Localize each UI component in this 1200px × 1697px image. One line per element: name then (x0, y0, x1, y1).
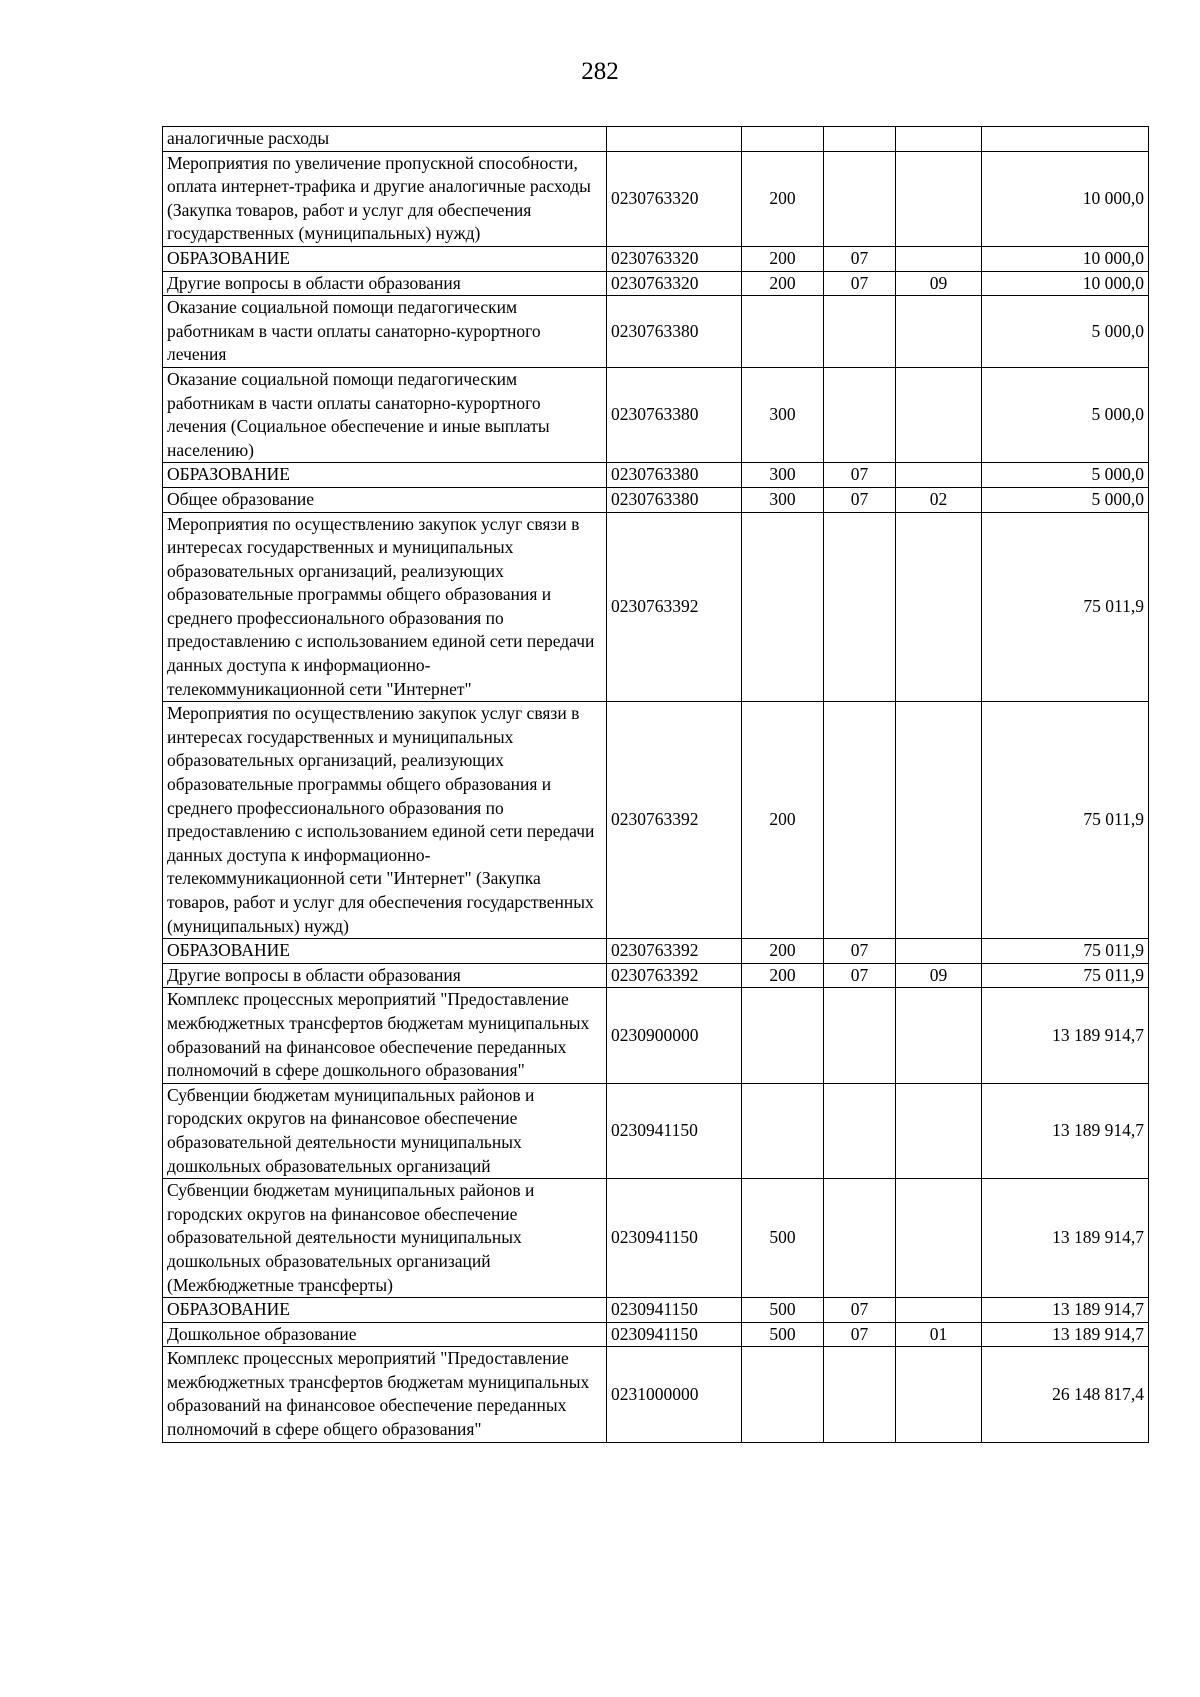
row-code-cell: 0230941150 (607, 1298, 742, 1323)
row-code-cell: 0230763392 (607, 702, 742, 939)
row-amount-cell: 5 000,0 (982, 296, 1149, 368)
table-row (163, 487, 1149, 512)
row-section-cell: 07 (824, 963, 896, 988)
row-subsection-cell (896, 988, 982, 1083)
row-amount-cell: 10 000,0 (982, 246, 1149, 271)
row-section-cell: 07 (824, 246, 896, 271)
row-name-cell: Другие вопросы в области образования (163, 271, 607, 296)
row-code-cell: 0230763320 (607, 271, 742, 296)
row-expense-type-cell (742, 512, 824, 702)
row-amount-cell: 13 189 914,7 (982, 1298, 1149, 1323)
budget-table-body (163, 127, 1149, 1443)
table-row (163, 939, 1149, 964)
row-expense-type-cell (742, 127, 824, 152)
row-subsection-cell (896, 1083, 982, 1178)
budget-table (162, 126, 1149, 1443)
row-section-cell (824, 1347, 896, 1442)
row-expense-type-cell: 300 (742, 487, 824, 512)
row-name-cell: Другие вопросы в области образования (163, 963, 607, 988)
row-amount-cell: 13 189 914,7 (982, 1179, 1149, 1298)
row-name-cell: ОБРАЗОВАНИЕ (163, 246, 607, 271)
row-subsection-cell (896, 1179, 982, 1298)
row-code-cell: 0230763380 (607, 296, 742, 368)
row-subsection-cell (896, 512, 982, 702)
row-section-cell (824, 127, 896, 152)
row-expense-type-cell: 200 (742, 246, 824, 271)
row-expense-type-cell: 300 (742, 463, 824, 488)
row-section-cell (824, 512, 896, 702)
row-section-cell (824, 151, 896, 246)
row-subsection-cell: 02 (896, 487, 982, 512)
row-code-cell: 0230763380 (607, 367, 742, 462)
row-expense-type-cell (742, 296, 824, 368)
row-code-cell: 0230941150 (607, 1179, 742, 1298)
row-section-cell (824, 367, 896, 462)
row-subsection-cell (896, 246, 982, 271)
row-amount-cell (982, 127, 1149, 152)
row-expense-type-cell: 200 (742, 939, 824, 964)
row-expense-type-cell: 300 (742, 367, 824, 462)
row-name-cell: аналогичные расходы (163, 127, 607, 152)
row-expense-type-cell: 500 (742, 1179, 824, 1298)
row-code-cell: 0231000000 (607, 1347, 742, 1442)
row-amount-cell: 5 000,0 (982, 367, 1149, 462)
table-row (163, 246, 1149, 271)
row-name-cell: Субвенции бюджетам муниципальных районов и городских округов на финансовое обеспечение образовательной деятельности муниципальных дошкольных образовательных организаций (Межбюджетные трансферты) (163, 1179, 607, 1298)
row-expense-type-cell: 500 (742, 1298, 824, 1323)
row-amount-cell: 10 000,0 (982, 151, 1149, 246)
row-subsection-cell: 01 (896, 1322, 982, 1347)
row-expense-type-cell (742, 1083, 824, 1178)
row-name-cell: Комплекс процессных мероприятий "Предоставление межбюджетных трансфертов бюджетам муниципальных образований на финансовое обеспечение переданных полномочий в сфере общего образования" (163, 1347, 607, 1442)
table-row (163, 1298, 1149, 1323)
row-subsection-cell (896, 367, 982, 462)
row-section-cell: 07 (824, 1298, 896, 1323)
row-name-cell: Оказание социальной помощи педагогическим работникам в части оплаты санаторно-курортного лечения (163, 296, 607, 368)
row-amount-cell: 75 011,9 (982, 512, 1149, 702)
row-expense-type-cell: 200 (742, 963, 824, 988)
table-row (163, 1179, 1149, 1298)
row-name-cell: ОБРАЗОВАНИЕ (163, 463, 607, 488)
row-amount-cell: 5 000,0 (982, 487, 1149, 512)
row-expense-type-cell: 500 (742, 1322, 824, 1347)
row-code-cell: 0230763392 (607, 963, 742, 988)
row-name-cell: Оказание социальной помощи педагогическим работникам в части оплаты санаторно-курортного лечения (Социальное обеспечение и иные выплаты населению) (163, 367, 607, 462)
row-amount-cell: 75 011,9 (982, 963, 1149, 988)
row-amount-cell: 13 189 914,7 (982, 1083, 1149, 1178)
row-code-cell: 0230763380 (607, 487, 742, 512)
row-section-cell: 07 (824, 463, 896, 488)
row-code-cell: 0230763392 (607, 512, 742, 702)
row-name-cell: Мероприятия по осуществлению закупок услуг связи в интересах государственных и муниципальных образовательных организаций, реализующих образовательные программы общего образования и среднего профессионального образования по предоставлению с использованием единой сети передачи данных доступа к информационно-телекоммуникационной сети "Интернет" (163, 512, 607, 702)
table-row (163, 127, 1149, 152)
row-subsection-cell: 09 (896, 271, 982, 296)
table-row (163, 512, 1149, 702)
row-expense-type-cell: 200 (742, 271, 824, 296)
row-name-cell: Дошкольное образование (163, 1322, 607, 1347)
table-row (163, 963, 1149, 988)
table-row (163, 1322, 1149, 1347)
row-subsection-cell (896, 296, 982, 368)
row-amount-cell: 26 148 817,4 (982, 1347, 1149, 1442)
table-row (163, 367, 1149, 462)
row-code-cell: 0230763320 (607, 246, 742, 271)
row-name-cell: Комплекс процессных мероприятий "Предоставление межбюджетных трансфертов бюджетам муниципальных образований на финансовое обеспечение переданных полномочий в сфере дошкольного образования" (163, 988, 607, 1083)
row-section-cell: 07 (824, 487, 896, 512)
row-section-cell (824, 1083, 896, 1178)
row-code-cell: 0230941150 (607, 1322, 742, 1347)
row-subsection-cell (896, 151, 982, 246)
row-expense-type-cell: 200 (742, 702, 824, 939)
row-subsection-cell (896, 463, 982, 488)
row-expense-type-cell: 200 (742, 151, 824, 246)
row-code-cell: 0230763380 (607, 463, 742, 488)
row-section-cell (824, 702, 896, 939)
row-name-cell: Мероприятия по увеличение пропускной способности, оплата интернет-трафика и другие аналогичные расходы (Закупка товаров, работ и услуг для обеспечения государственных (муниципальных) нужд) (163, 151, 607, 246)
row-name-cell: Мероприятия по осуществлению закупок услуг связи в интересах государственных и муниципальных образовательных организаций, реализующих образовательные программы общего образования и среднего профессионального образования по предоставлению с использованием единой сети передачи данных доступа к информационно-телекоммуникационной сети "Интернет" (Закупка товаров, работ и услуг для обеспечения государственных (муниципальных) нужд) (163, 702, 607, 939)
row-section-cell (824, 988, 896, 1083)
table-row (163, 702, 1149, 939)
row-subsection-cell (896, 702, 982, 939)
row-code-cell: 0230900000 (607, 988, 742, 1083)
row-name-cell: ОБРАЗОВАНИЕ (163, 939, 607, 964)
table-row (163, 1347, 1149, 1442)
table-row (163, 271, 1149, 296)
row-section-cell: 07 (824, 1322, 896, 1347)
row-section-cell: 07 (824, 271, 896, 296)
row-code-cell: 0230941150 (607, 1083, 742, 1178)
row-section-cell (824, 296, 896, 368)
row-amount-cell: 5 000,0 (982, 463, 1149, 488)
row-expense-type-cell (742, 988, 824, 1083)
table-row (163, 151, 1149, 246)
table-row (163, 1083, 1149, 1178)
row-subsection-cell (896, 127, 982, 152)
row-expense-type-cell (742, 1347, 824, 1442)
table-row (163, 988, 1149, 1083)
row-amount-cell: 13 189 914,7 (982, 1322, 1149, 1347)
page-number: 282 (581, 58, 619, 85)
row-name-cell: Общее образование (163, 487, 607, 512)
row-section-cell (824, 1179, 896, 1298)
row-subsection-cell: 09 (896, 963, 982, 988)
table-row (163, 463, 1149, 488)
row-amount-cell: 10 000,0 (982, 271, 1149, 296)
row-subsection-cell (896, 939, 982, 964)
row-amount-cell: 75 011,9 (982, 702, 1149, 939)
table-row (163, 296, 1149, 368)
row-code-cell (607, 127, 742, 152)
row-amount-cell: 13 189 914,7 (982, 988, 1149, 1083)
row-section-cell: 07 (824, 939, 896, 964)
row-name-cell: Субвенции бюджетам муниципальных районов и городских округов на финансовое обеспечение образовательной деятельности муниципальных дошкольных образовательных организаций (163, 1083, 607, 1178)
row-code-cell: 0230763392 (607, 939, 742, 964)
row-code-cell: 0230763320 (607, 151, 742, 246)
row-subsection-cell (896, 1298, 982, 1323)
row-name-cell: ОБРАЗОВАНИЕ (163, 1298, 607, 1323)
row-subsection-cell (896, 1347, 982, 1442)
row-amount-cell: 75 011,9 (982, 939, 1149, 964)
